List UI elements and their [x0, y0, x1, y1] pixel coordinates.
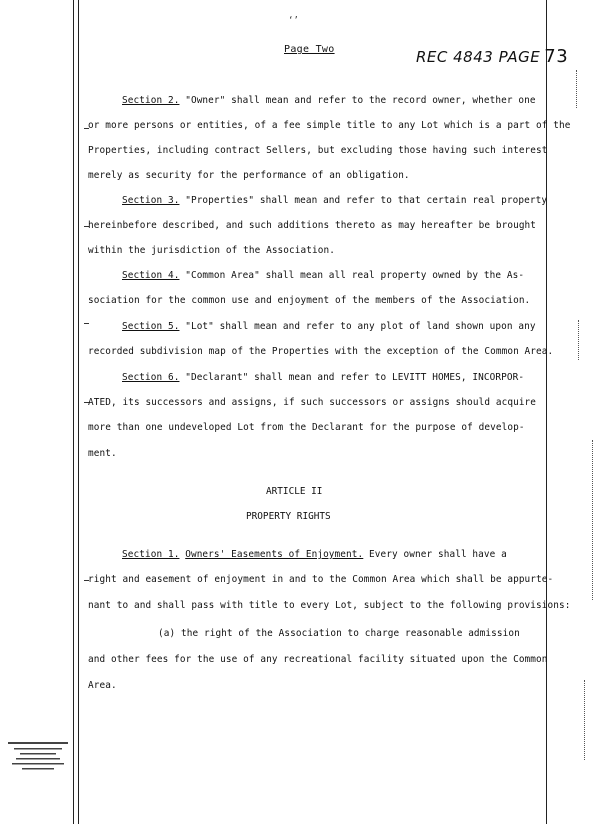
book-ref-prefix: REC 4843 PAGE — [416, 48, 541, 66]
section-5-text: "Lot" shall mean and refer to any plot of land shown upon any — [185, 321, 536, 332]
book-page-number: 73 — [544, 46, 569, 67]
article-number: ARTICLE II — [266, 486, 323, 497]
section-6-lead: Section 6. — [122, 372, 180, 383]
attorney-stamp-graphic — [4, 740, 72, 786]
scan-mark — [592, 440, 595, 600]
section-4-text: "Common Area" shall mean all real property owned by the As- — [185, 270, 525, 281]
left-margin-rule — [73, 0, 74, 824]
article-section-1-text: Every owner shall have a — [369, 549, 507, 560]
article-section-1-line-2: right and easement of enjoyment in and to the Common Area which shall be appurte- — [88, 574, 554, 585]
section-4-lead: Section 4. — [122, 270, 180, 281]
section-4-line-1 — [122, 270, 524, 282]
book-page-reference — [416, 46, 568, 67]
provision-a-line-2: and other fees for the use of any recreational facility situated upon the Common — [88, 654, 548, 665]
section-5-lead: Section 5. — [122, 321, 180, 332]
section-2-lead: Section 2. — [122, 95, 180, 106]
section-4-line-2: sociation for the common use and enjoyment of the members of the Association. — [88, 295, 531, 306]
article-section-1-line-3: nant to and shall pass with title to every Lot, subject to the following provisions: — [88, 600, 571, 611]
section-6-text: "Declarant" shall mean and refer to LEVITT HOMES, INCORPOR- — [185, 372, 525, 383]
article-section-1-title: Owners' Easements of Enjoyment. — [185, 549, 364, 560]
attorney-stamp — [4, 740, 72, 788]
section-6-line-4: ment. — [88, 448, 117, 459]
scan-mark: ‘’ — [288, 16, 299, 26]
section-3-line-3: within the jurisdiction of the Association. — [88, 245, 336, 256]
section-2-text: "Owner" shall mean and refer to the record owner, whether one — [185, 95, 536, 106]
section-5-line-2: recorded subdivision map of the Properties with the exception of the Common Area. — [88, 346, 554, 357]
provision-a-line-1: (a) the right of the Association to charge reasonable admission — [158, 628, 520, 639]
section-3-text: "Properties" shall mean and refer to that certain real property — [185, 195, 548, 206]
article-section-1-line-1 — [122, 549, 507, 561]
section-5-line-1 — [122, 321, 536, 333]
article-title: PROPERTY RIGHTS — [246, 511, 331, 522]
section-2-line-4: merely as security for the performance of an obligation. — [88, 170, 410, 181]
left-margin-rule-inner — [78, 0, 79, 824]
section-3-lead: Section 3. — [122, 195, 180, 206]
section-3-line-2: hereinbefore described, and such additions thereto as may hereafter be brought — [88, 220, 537, 231]
provision-a-line-3: Area. — [88, 680, 117, 691]
scan-mark — [84, 323, 89, 324]
scan-mark — [584, 680, 587, 760]
section-2-line-2: or more persons or entities, of a fee simple title to any Lot which is a part of the — [88, 120, 571, 131]
section-2-line-1 — [122, 95, 536, 107]
scan-mark — [576, 70, 579, 108]
section-3-line-1 — [122, 195, 547, 207]
section-2-line-3: Properties, including contract Sellers, but excluding those having such interest — [88, 145, 548, 156]
page-title: Page Two — [284, 44, 335, 55]
article-section-1-lead: Section 1. — [122, 549, 180, 560]
section-6-line-1 — [122, 372, 524, 384]
section-6-line-3: more than one undeveloped Lot from the Declarant for the purpose of develop- — [88, 422, 525, 433]
section-6-line-2: ATED, its successors and assigns, if such successors or assigns should acquire — [88, 397, 537, 408]
scan-mark — [578, 320, 581, 360]
